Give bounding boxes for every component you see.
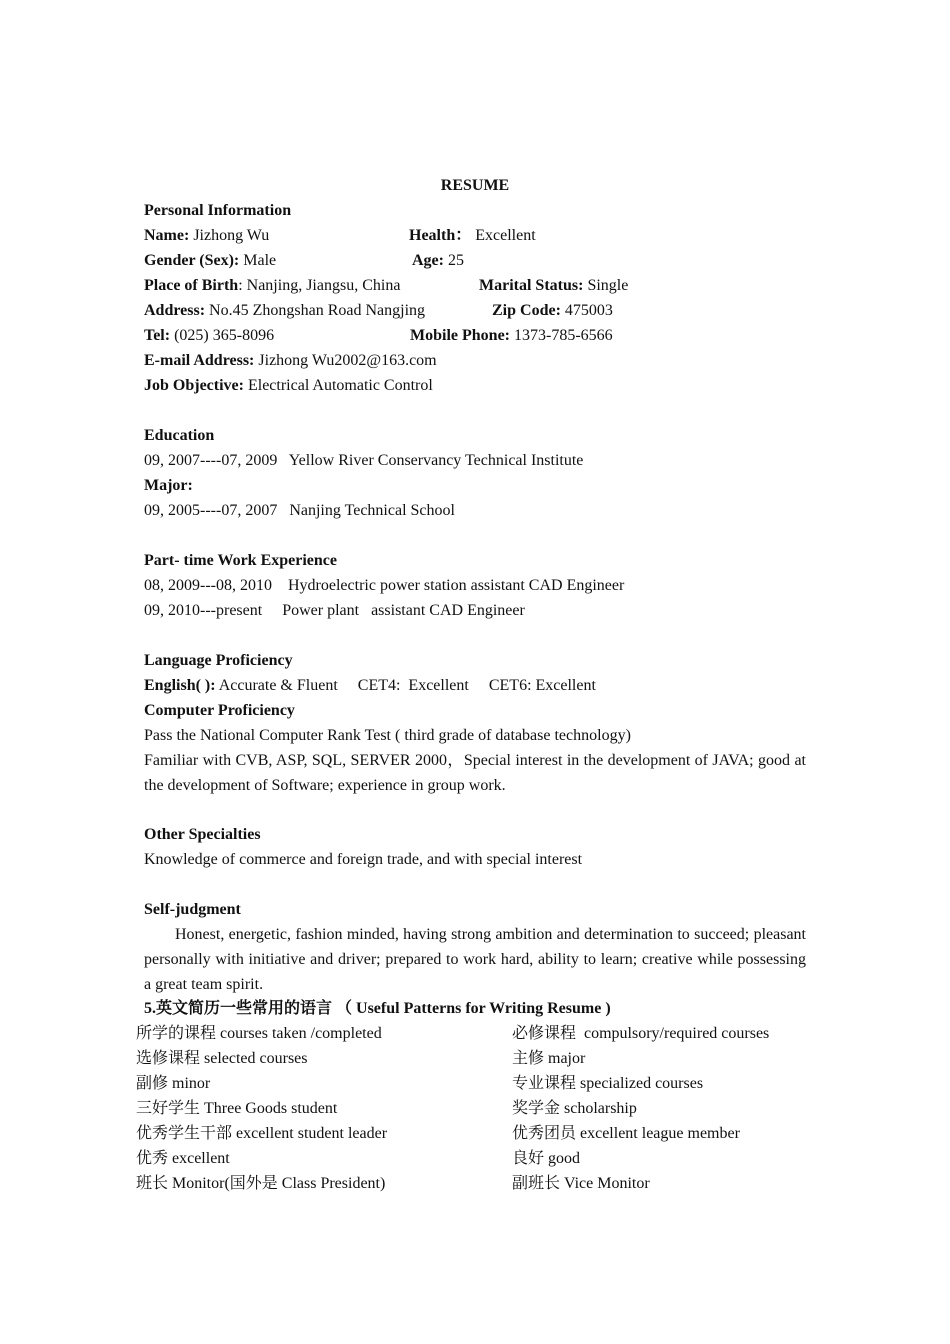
mobile-value: 1373-785-6566 [514, 327, 613, 344]
age-row [412, 251, 464, 271]
english-value: Accurate & Fluent CET4: Excellent CET6: Excellent [215, 677, 596, 694]
personal-heading: Personal Information [144, 202, 292, 219]
pattern-item: 主修 major [512, 1050, 586, 1067]
address-label: Address: [144, 302, 206, 319]
work-entry: 08, 2009---08, 2010 Hydroelectric power station assistant CAD Engineer [144, 577, 625, 594]
patterns-heading-cn: 5.英文简历一些常用的语言 （ [144, 1000, 353, 1017]
pattern-item: 奖学金 scholarship [512, 1100, 637, 1117]
birth-label: Place of Birth [144, 277, 239, 294]
email-label: E-mail Address: [144, 352, 255, 369]
email-value: Jizhong Wu2002@163.com [258, 352, 437, 369]
birth-value: : Nanjing, Jiangsu, China [238, 277, 401, 294]
mobile-row [410, 326, 613, 346]
age-value: 25 [447, 252, 464, 269]
name-value: Jizhong Wu [193, 227, 270, 244]
computer-skills-paragraph: Familiar with CVB, ASP, SQL, SERVER 2000，Special interest in the development of JAVA; good at the development of Software; experience in group work. [144, 752, 806, 794]
objective-row [144, 376, 433, 396]
tel-value: (025) 365-8096 [174, 327, 275, 344]
pattern-item: 副修 minor [136, 1075, 211, 1092]
computer-heading: Computer Proficiency [144, 702, 295, 719]
other-heading: Other Specialties [144, 826, 261, 843]
address-row [144, 301, 425, 321]
patterns-heading-en: Useful Patterns for Writing Resume ) [352, 1000, 611, 1017]
pattern-item: 所学的课程 courses taken /completed [136, 1025, 382, 1042]
address-value: No.45 Zhongshan Road Nangjing [209, 302, 426, 319]
zip-label: Zip Code: [492, 302, 561, 319]
other-text: Knowledge of commerce and foreign trade, and with special interest [144, 851, 583, 868]
patterns-heading [144, 999, 611, 1019]
pattern-item: 优秀 excellent [136, 1150, 230, 1167]
gender-label: Gender (Sex): [144, 252, 240, 269]
page-title: RESUME [440, 177, 510, 194]
pattern-item: 必修课程 compulsory/required courses [512, 1025, 770, 1042]
marital-label: Marital Status: [479, 277, 584, 294]
birth-row [144, 276, 400, 296]
gender-value: Male [243, 252, 277, 269]
work-heading: Part- time Work Experience [144, 552, 337, 569]
health-row [409, 226, 536, 246]
work-entry: 09, 2010---present Power plant assistant CAD Engineer [144, 602, 525, 619]
name-row [144, 226, 269, 246]
computer-rank-test: Pass the National Computer Rank Test ( third grade of database technology) [144, 727, 631, 744]
pattern-item: 班长 Monitor(国外是 Class President) [136, 1175, 386, 1192]
gender-row [144, 251, 276, 271]
education-heading: Education [144, 427, 215, 444]
name-label: Name: [144, 227, 190, 244]
zip-value: 475003 [564, 302, 613, 319]
email-row [144, 351, 437, 371]
pattern-item: 优秀团员 excellent league member [512, 1125, 740, 1142]
marital-row [479, 276, 628, 296]
language-heading: Language Proficiency [144, 652, 293, 669]
pattern-item: 专业课程 specialized courses [512, 1075, 704, 1092]
self-heading: Self-judgment [144, 901, 241, 918]
pattern-item: 副班长 Vice Monitor [512, 1175, 650, 1192]
education-entry: 09, 2005----07, 2007 Nanjing Technical School [144, 502, 455, 519]
english-row [144, 676, 596, 696]
pattern-item: 优秀学生干部 excellent student leader [136, 1125, 388, 1142]
major-label: Major: [144, 477, 193, 494]
pattern-item: 三好学生 Three Goods student [136, 1100, 338, 1117]
objective-value: Electrical Automatic Control [247, 377, 433, 394]
health-label: Health： [409, 227, 472, 244]
english-label: English( ): [144, 677, 216, 694]
education-entry: 09, 2007----07, 2009 Yellow River Conservancy Technical Institute [144, 452, 584, 469]
self-paragraph: Honest, energetic, fashion minded, having strong ambition and determination to succeed; pleasant personally with initiative and driver; prepared to work hard, ability to learn; creative while possessing a great team spirit. [144, 926, 806, 993]
pattern-item: 选修课程 selected courses [136, 1050, 308, 1067]
pattern-item: 良好 good [512, 1150, 581, 1167]
marital-value: Single [587, 277, 629, 294]
health-value: Excellent [475, 227, 536, 244]
tel-label: Tel: [144, 327, 171, 344]
pattern-list-left [136, 1024, 387, 1199]
mobile-label: Mobile Phone: [410, 327, 510, 344]
objective-label: Job Objective: [144, 377, 244, 394]
age-label: Age: [412, 252, 444, 269]
zip-row [492, 301, 613, 321]
tel-row [144, 326, 274, 346]
pattern-list-right [512, 1024, 769, 1199]
